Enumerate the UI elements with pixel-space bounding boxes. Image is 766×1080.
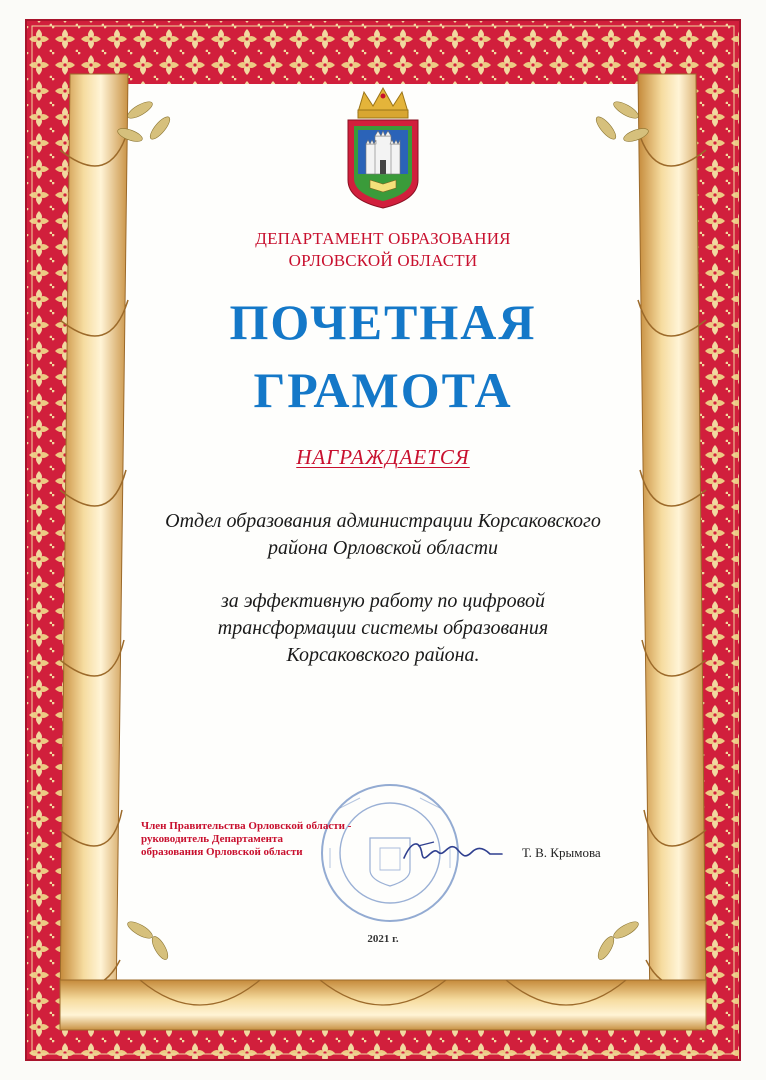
- department-heading: [0, 228, 766, 272]
- department-line-2: ОРЛОВСКОЙ ОБЛАСТИ: [288, 251, 478, 270]
- reason-line-1: за эффективную работу по цифровой: [221, 590, 545, 612]
- coat-of-arms-emblem: [338, 84, 428, 214]
- position-line-2: руководитель Департамента: [141, 833, 284, 845]
- recipient-text: [130, 508, 636, 562]
- handwritten-signature: [398, 832, 508, 872]
- position-line-1: Член Правительства Орловской области -: [141, 820, 352, 832]
- signatory-name: Т. В. Крымова: [522, 845, 601, 860]
- certificate-title-line-2: ГРАМОТА: [253, 362, 513, 418]
- awarded-label: НАГРАЖДАЕТСЯ: [296, 445, 470, 469]
- reason-line-2: трансформации системы образования: [217, 617, 549, 639]
- reason-line-3: Корсаковского района.: [286, 644, 480, 666]
- position-line-3: образования Орловской области: [141, 846, 303, 858]
- certificate-title-line-1: ПОЧЕТНАЯ: [229, 294, 537, 350]
- recipient-line-1: Отдел образования администрации Корсаковского: [165, 510, 601, 532]
- department-line-1: ДЕПАРТАМЕНТ ОБРАЗОВАНИЯ: [255, 229, 511, 248]
- signatory-position: [141, 820, 411, 859]
- issue-year: 2021 г.: [367, 933, 399, 945]
- recipient-line-2: района Орловской области: [267, 537, 499, 559]
- award-reason: [130, 588, 636, 669]
